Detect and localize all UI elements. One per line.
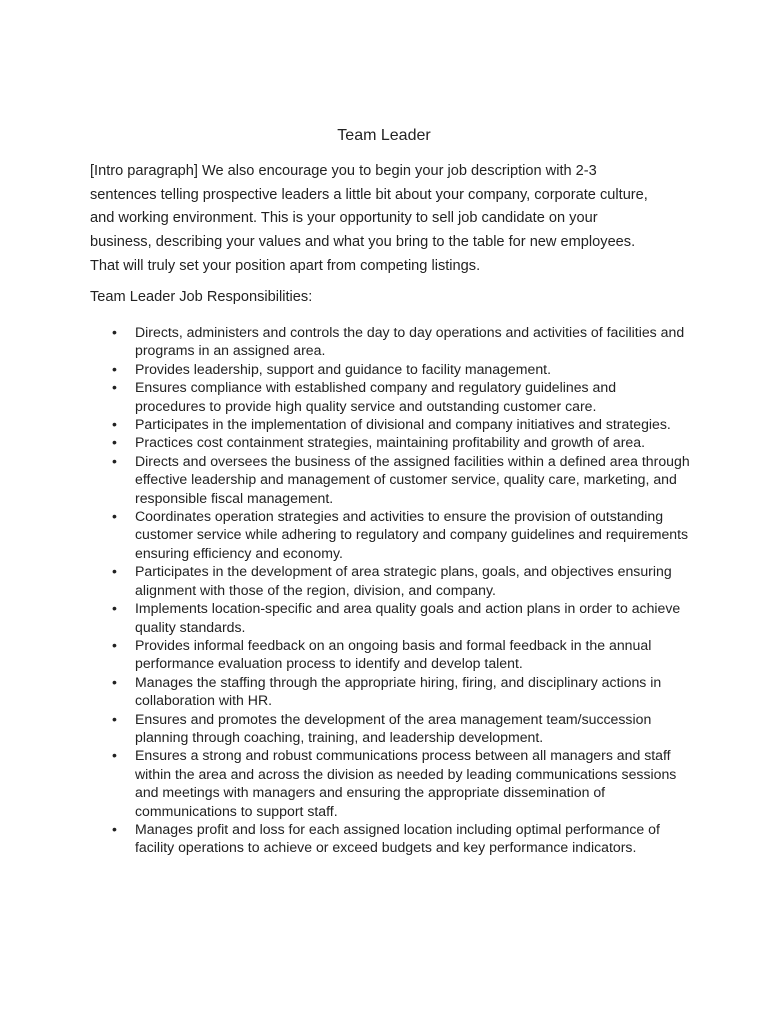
responsibilities-list	[90, 323, 690, 857]
bullet-icon: •	[112, 673, 117, 690]
bullet-icon: •	[112, 710, 117, 727]
list-item-text: Participates in the implementation of divisional and company initiatives and strategies.	[135, 416, 671, 433]
bullet-icon: •	[112, 563, 117, 580]
list-item	[90, 562, 690, 599]
list-item-text: Ensures a strong and robust communications process between all managers and staff within the area and across the division as needed by leading communications sessions and meetings with managers and ensuring the appropriate dissemination of communications to support staff.	[135, 747, 677, 819]
list-item	[90, 323, 690, 360]
list-item	[90, 673, 690, 710]
bullet-icon: •	[112, 600, 117, 617]
list-item	[90, 378, 690, 415]
list-item-text: Practices cost containment strategies, maintaining profitability and growth of area.	[135, 434, 645, 451]
bullet-icon: •	[112, 360, 117, 377]
bullet-icon: •	[112, 508, 117, 525]
bullet-icon: •	[112, 379, 117, 396]
list-item-text: Provides informal feedback on an ongoing basis and formal feedback in the annual performance evaluation process to identify and develop talent.	[135, 636, 652, 672]
list-item-text: Manages profit and loss for each assigned location including optimal performance of facility operations to achieve or exceed budgets and key performance indicators.	[135, 820, 660, 856]
list-item-text: Ensures and promotes the development of the area management team/succession planning through coaching, training, and leadership development.	[135, 710, 652, 745]
list-item-text: Coordinates operation strategies and activities to ensure the provision of outstanding customer service while adhering to regulatory and company guidelines and requirements ensuring efficiency and economy.	[135, 508, 689, 561]
bullet-icon: •	[112, 324, 117, 340]
list-item	[90, 746, 690, 820]
document-title: Team Leader	[337, 127, 431, 144]
bullet-icon: •	[112, 416, 117, 433]
list-item-text: Provides leadership, support and guidance to facility management.	[135, 360, 552, 377]
list-item	[90, 452, 690, 507]
list-item	[90, 433, 690, 451]
list-item-text: Participates in the development of area strategic plans, goals, and objectives ensuring alignment with those of the region, division, and company.	[135, 563, 672, 598]
list-item	[90, 599, 690, 636]
list-item	[90, 415, 690, 433]
list-item	[90, 507, 690, 562]
intro-paragraph: [Intro paragraph] We also encourage you to begin your job description with 2-3 sentences telling prospective leaders a little bit about your company, corporate culture, and working environment. This is your opportunity to sell job candidate on your business, describing your values and what you bring to the table for new employees. That will truly set your position apart from competing listings.	[90, 163, 648, 274]
list-item	[90, 710, 690, 747]
bullet-icon: •	[112, 452, 117, 469]
list-item-text: Implements location-specific and area quality goals and action plans in order to achieve quality standards.	[135, 600, 681, 635]
list-item	[90, 820, 690, 857]
list-item-text: Manages the staffing through the appropriate hiring, firing, and disciplinary actions in collaboration with HR.	[135, 673, 662, 709]
bullet-icon: •	[112, 747, 117, 764]
bullet-icon: •	[112, 434, 117, 451]
bullet-icon: •	[112, 820, 117, 837]
list-item-text: Ensures compliance with established company and regulatory guidelines and procedures to provide high quality service and outstanding customer care.	[135, 379, 617, 414]
bullet-icon: •	[112, 636, 117, 653]
list-item	[90, 360, 690, 378]
responsibilities-heading: Team Leader Job Responsibilities:	[90, 289, 313, 305]
list-item	[90, 636, 690, 673]
list-item-text: Directs, administers and controls the day to day operations and activities of facilities and programs in an assigned area.	[135, 324, 685, 359]
list-item-text: Directs and oversees the business of the assigned facilities within a defined area through effective leadership and management of customer service, quality care, marketing, and responsible fiscal management.	[135, 452, 690, 506]
